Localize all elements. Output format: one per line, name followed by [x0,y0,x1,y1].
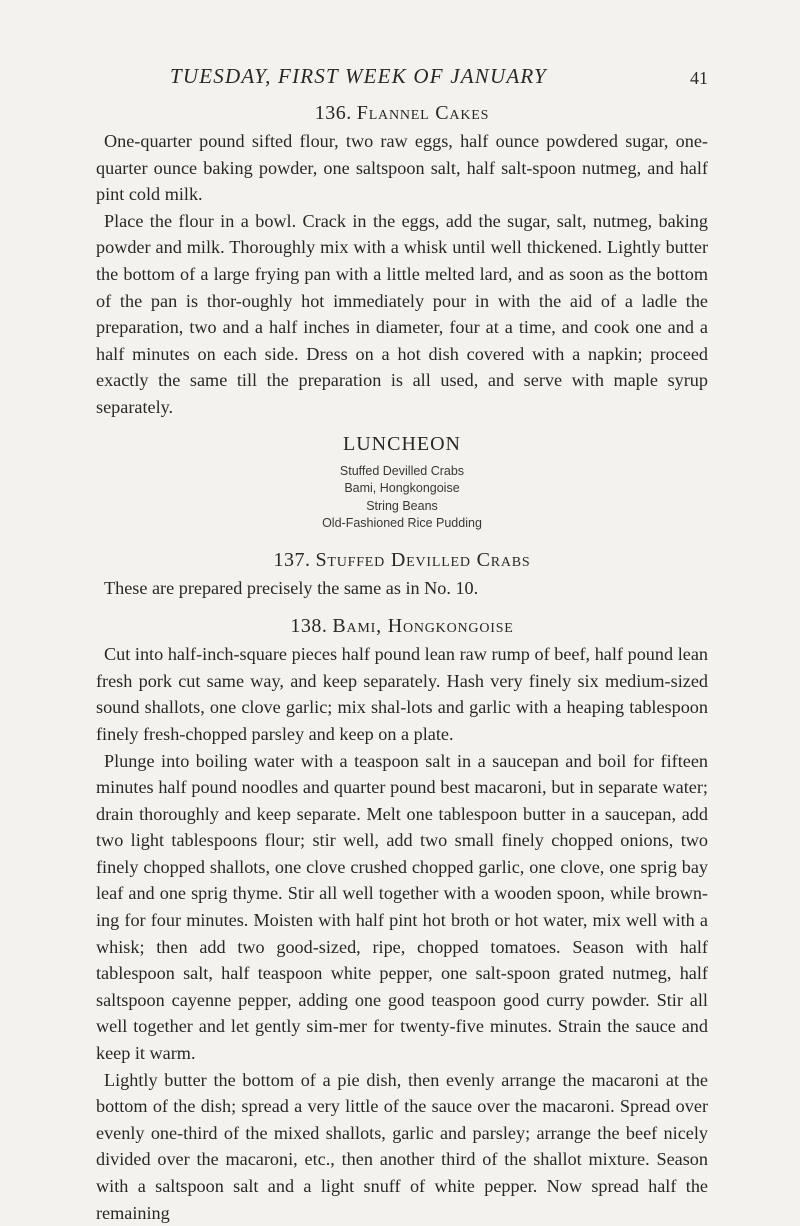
menu-item: String Beans [366,498,438,513]
recipe-title: Stuffed Devilled Crabs [315,548,531,571]
recipe-paragraph: One-quarter pound sifted flour, two raw eggs, half ounce powdered sugar, one-quarter ounce baking powder, one saltspoon salt, half salt-spoon nutmeg, and half pint cold milk. [96,131,708,205]
page-number: 41 [690,68,708,88]
recipe-paragraph: Place the flour in a bowl. Crack in the eggs, add the sugar, salt, nutmeg, baking powder and milk. Thoroughly mix with a whisk until well thickened. Lightly butter the bottom of a large frying pan with a little melted lard, and as soon as the bottom of the pan is thor-oughly hot immediately pour in with the aid of a ladle the preparation, two and a half inches in diameter, four at a time, and cook one and a half minutes on each side. Dress on a hot dish covered with a napkin; proceed exactly the same till the preparation is all used, and serve with maple syrup separately. [96,210,708,417]
book-page [96,64,708,1226]
luncheon-menu [96,463,708,533]
recipe-paragraph: Cut into half-inch-square pieces half pound lean raw rump of beef, half pound lean fresh pork cut same way, and keep separately. Hash very finely six medium-sized sound shallots, one clove garlic; mix shal-lots and garlic with a heaping tablespoon finely fresh-chopped parsley and keep on a plate. [96,644,708,744]
recipe-paragraph: Plunge into boiling water with a teaspoon salt in a saucepan and boil for fifteen minutes half pound noodles and quarter pound best macaroni, but in separate water; drain thoroughly and keep separate. Melt one tablespoon butter in a saucepan, add two light tablespoons flour; stir well, add two small finely chopped onions, two finely chopped shallots, one clove crushed chopped garlic, one clove, one sprig bay leaf and one sprig thyme. Stir all well together with a wooden spoon, while brown-ing for four minutes. Moisten with half pint hot broth or hot water, mix well with a whisk; then add two good-sized, ripe, chopped tomatoes. Season with half tablespoon salt, half teaspoon white pepper, one salt-spoon grated nutmeg, half saltspoon cayenne pepper, adding one good teaspoon good curry powder. Stir all well together and let gently sim-mer for twenty-five minutes. Strain the sauce and keep it warm. [96,750,708,1064]
recipe-title: Flannel Cakes [356,102,490,124]
recipe-title: Bami, Hongkongoise [332,615,514,638]
recipe-number: 136. [314,102,352,124]
running-title: TUESDAY, FIRST WEEK OF JANUARY [170,64,547,88]
recipe-number: 137. [273,548,311,571]
recipe-heading-137 [96,545,708,575]
menu-item: Stuffed Devilled Crabs [339,463,465,478]
recipe-paragraph: Lightly butter the bottom of a pie dish, then evenly arrange the macaroni at the bottom of the dish; spread a very little of the sauce over the macaroni. Spread over evenly one-third of the mixed shallots, garlic and parsley; arrange the beef nicely divided over the macaroni, etc., then another third of the shallot mixture. Season with a saltspoon salt and a light snuff of white pepper. Now spread half the remaining [96,1069,708,1223]
menu-item: Bami, Hongkongoise [344,481,460,496]
recipe-heading-138 [96,611,708,641]
running-head [96,64,708,98]
recipe-heading-136 [96,98,708,128]
recipe-paragraph: These are prepared precisely the same as in No. 10. [104,577,479,598]
luncheon-heading: LUNCHEON [343,432,461,455]
recipe-number: 138. [290,615,328,638]
menu-item: Old-Fashioned Rice Pudding [322,516,482,531]
